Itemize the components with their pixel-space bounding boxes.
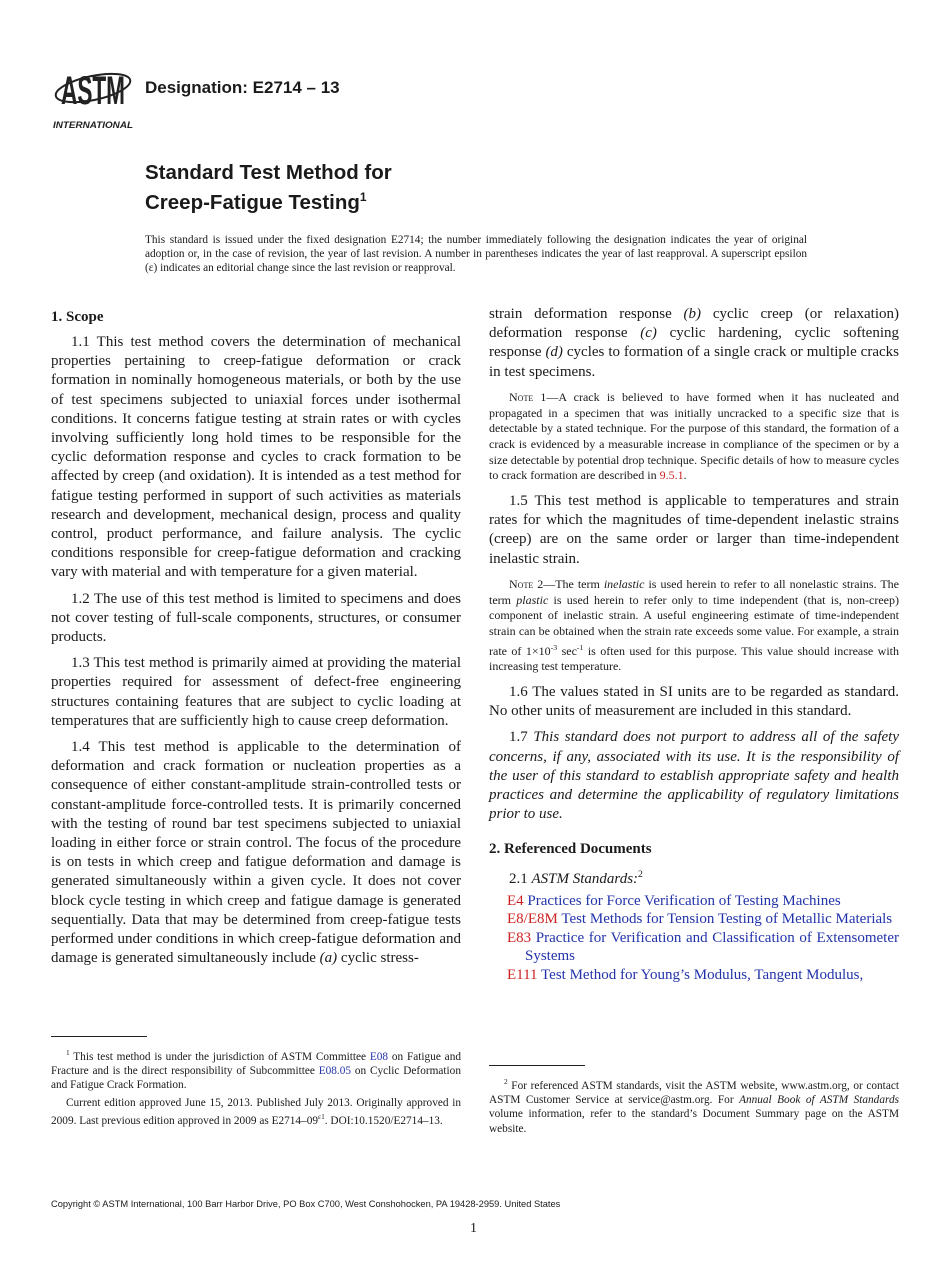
text-run: . bbox=[683, 468, 687, 483]
document-title bbox=[145, 160, 392, 215]
paragraph-2-1 bbox=[489, 865, 899, 889]
text-run: ε1 bbox=[318, 1111, 325, 1121]
text-run: -3 bbox=[550, 642, 558, 652]
paragraph-1-1 bbox=[51, 333, 461, 583]
reference-e111[interactable] bbox=[489, 966, 899, 985]
text-run: is often used for this purpose. This value should increase with increasing test temperature. bbox=[489, 643, 899, 674]
link-text[interactable]: E8/E8M bbox=[507, 911, 558, 928]
link-text[interactable]: E08.05 bbox=[318, 1065, 352, 1078]
reference-e4[interactable] bbox=[489, 892, 899, 911]
text-run: This standard does not purport to address all of the safety concerns, if any, associated with its use. It is the responsibility of the user of this standard to establish appropriate safety and health practices and determine the applicability of regulatory limitations prior to use. bbox=[489, 729, 900, 823]
link-text[interactable]: Test Method for Young’s Modulus, Tangent Modulus, bbox=[537, 967, 864, 984]
paragraph-1-2 bbox=[51, 590, 461, 648]
text-run: Note bbox=[509, 576, 534, 591]
text-run: plastic bbox=[516, 592, 549, 607]
footnote-2-text bbox=[489, 1075, 899, 1136]
link-text[interactable]: Practices for Force Verification of Testing Machines bbox=[523, 892, 841, 909]
note-1 bbox=[489, 390, 899, 484]
text-run: (b) bbox=[683, 306, 702, 322]
paragraph-1-5 bbox=[489, 492, 899, 569]
link-text[interactable]: E111 bbox=[507, 967, 538, 984]
reference-e8[interactable] bbox=[489, 910, 899, 929]
text-run: (c) bbox=[640, 325, 657, 342]
text-run: 1—A crack is believed to have formed when it has nucleated and propagated in a specimen that was initially uncracked to a specific size that is detectable by a stated technique. For the purpose of this standard, the formation of a crack is evidenced by a measurable increase in compliance of the specimen or by a size detectable by potential drop technique. Specific details of how to measure cycles to crack formation are described in bbox=[489, 389, 899, 483]
svg-text:INTERNATIONAL: INTERNATIONAL bbox=[53, 120, 134, 131]
footnote-1-text bbox=[51, 1046, 461, 1093]
text-run: 2—The term bbox=[533, 576, 604, 591]
footnote-1-edition bbox=[51, 1096, 461, 1128]
text-run: . DOI:10.1520/E2714–13. bbox=[324, 1114, 443, 1127]
link-text[interactable]: Practice for Verification and Classification of Extensometer Systems bbox=[525, 929, 899, 965]
text-run: (d) bbox=[545, 344, 563, 361]
text-run: on Fatigue and Fracture and is the direct responsibility of Subcommittee bbox=[51, 1050, 461, 1078]
text-run: Note bbox=[509, 389, 534, 404]
footnote-divider bbox=[489, 1065, 585, 1066]
left-column bbox=[51, 305, 461, 976]
footnote-2 bbox=[489, 1075, 899, 1139]
text-run: cyclic stress- bbox=[337, 950, 419, 967]
text-run: sec bbox=[557, 643, 577, 658]
designation: Designation: E2714 – 13 bbox=[145, 78, 340, 97]
footnote-1 bbox=[51, 1046, 461, 1131]
text-run: cyclic creep (or relaxation) deformation response bbox=[489, 306, 900, 342]
title-footnote-mark: 1 bbox=[359, 190, 367, 204]
text-run: 2 bbox=[504, 1077, 508, 1086]
section-heading-referenced-documents: 2. Referenced Documents bbox=[489, 841, 652, 858]
text-run: on Cyclic Deformation and Fatigue Crack Formation. bbox=[51, 1065, 461, 1092]
svg-text:ASTM: ASTM bbox=[61, 69, 125, 113]
text-run: 1.2 The use of this test method is limited to specimens and does not cover testing of full-scale components, structures, or consumer products. bbox=[51, 590, 461, 646]
page-number: 1 bbox=[470, 1221, 477, 1236]
link-text[interactable]: Test Methods for Tension Testing of Metallic Materials bbox=[557, 911, 893, 928]
link-text[interactable]: E08 bbox=[369, 1050, 389, 1063]
paragraph-1-4 bbox=[51, 738, 461, 968]
text-run: 1.4 This test method is applicable to the determination of deformation and crack formation or nucleation properties as a consequence of either constant-amplitude strain-controlled tests or constant-amplitude force-controlled tests. It is primarily concerned with the testing of round bar test specimens subjected to uniaxial loading in either force or strain control. The focus of the procedure is on tests in which creep and fatigue deformation and damage is generated simultaneously within a given cycle. It does not cover block cycle testing in which creep and fatigue damage is generated sequentially. Data that may be determined from creep-fatigue tests performed under conditions in which creep-fatigue deformation and damage is generated simultaneously include bbox=[51, 739, 461, 967]
right-column bbox=[489, 305, 899, 985]
paragraph-1-4-continued bbox=[489, 305, 899, 382]
text-run: is used herein to refer only to time independent (that is, non-creep) component of inelastic strain. A useful engineering estimate of time-independent strain can be obtained when the strain rate exceeds some value. For example, a strain rate of 1×10 bbox=[489, 592, 899, 658]
paragraph-1-3 bbox=[51, 654, 461, 731]
text-run: 1.6 The values stated in SI units are to be regarded as standard. No other units of measurement are included in this standard. bbox=[489, 684, 899, 720]
link-text[interactable]: E4 bbox=[507, 892, 524, 909]
copyright: Copyright © ASTM International, 100 Barr Harbor Drive, PO Box C700, West Conshohocken, PA 19428-2959. United States bbox=[51, 1199, 561, 1209]
text-run: strain deformation response bbox=[489, 306, 684, 322]
link-text[interactable]: E83 bbox=[507, 929, 532, 946]
text-run: ASTM Standards: bbox=[531, 871, 639, 888]
text-run: 1.7 bbox=[509, 729, 534, 746]
title-line-1: Standard Test Method for bbox=[145, 161, 392, 184]
text-run: 1 bbox=[66, 1048, 70, 1057]
text-run: 2.1 bbox=[509, 871, 532, 888]
text-run: For referenced ASTM standards, visit the ASTM website, www.astm.org, or contact ASTM Customer Service at service@astm.org. For bbox=[489, 1079, 899, 1107]
text-run: 1.1 This test method covers the determination of mechanical properties pertaining to creep-fatigue deformation or crack formation in nominally homogeneous materials, or both by the use of test specimens subjected to uniaxial forces under isothermal conditions. It concerns fatigue testing at strain rates or with cycles involving sufficiently long hold times to be responsible for the cyclic deformation response and cycles to crack formation to be affected by creep (and oxidation). It is intended as a test method for fatigue testing performed in support of such activities as materials research and development, mechanical design, process and quality control, product performance, and failure analysis. The cyclic conditions responsible for creep-fatigue deformation and cracking vary with material and with temperature for a given material. bbox=[51, 334, 461, 581]
text-run: cyclic hardening, cyclic softening response bbox=[489, 325, 900, 361]
title-line-2: Creep-Fatigue Testing bbox=[145, 190, 360, 214]
text-run: cycles to formation of a single crack or multiple cracks in test specimens. bbox=[489, 344, 899, 380]
text-run: volume information, refer to the standard’s Document Summary page on the ASTM website. bbox=[489, 1108, 899, 1135]
section-heading-scope: 1. Scope bbox=[51, 309, 104, 325]
text-run: 2 bbox=[638, 869, 643, 881]
text-run: 1.5 This test method is applicable to temperatures and strain rates for which the magnitudes of time-dependent inelastic strains (creep) are on the same order or larger than time-independent inelastic strain. bbox=[489, 493, 899, 567]
footnote-divider bbox=[51, 1036, 147, 1037]
paragraph-1-6 bbox=[489, 683, 899, 721]
text-run: inelastic bbox=[603, 576, 645, 591]
link-text[interactable]: 9.5.1 bbox=[659, 468, 684, 483]
issuance-note: This standard is issued under the fixed designation E2714; the number immediately following the designation indicates the year of original adoption or, in the case of revision, the year of last revision. A number in parentheses indicates the year of last reapproval. A superscript epsilon (ε) indicates an editorial change since the last revision or reapproval. bbox=[145, 234, 807, 275]
reference-e83[interactable] bbox=[489, 929, 899, 966]
paragraph-1-7 bbox=[489, 728, 899, 824]
text-run: This test method is under the jurisdiction of ASTM Committee bbox=[69, 1050, 370, 1063]
text-run: Current edition approved June 15, 2013. Published July 2013. Originally approved in 2009. Last previous edition approved in 2009 as E2714–09 bbox=[51, 1096, 461, 1127]
text-run: -1 bbox=[576, 642, 584, 652]
text-run: 1.3 This test method is primarily aimed at providing the material properties required for assessment of defect-free engineering structures containing features that are subject to cyclic loading at temperatures that are sufficiently high to cause creep deformation. bbox=[51, 655, 461, 729]
astm-logo bbox=[52, 62, 134, 132]
text-run: is used herein to refer to all nonelastic strains. The term bbox=[489, 576, 899, 607]
text-run: Annual Book of ASTM Standards bbox=[739, 1094, 899, 1107]
note-2 bbox=[489, 577, 899, 675]
text-run: (a) bbox=[319, 950, 338, 967]
